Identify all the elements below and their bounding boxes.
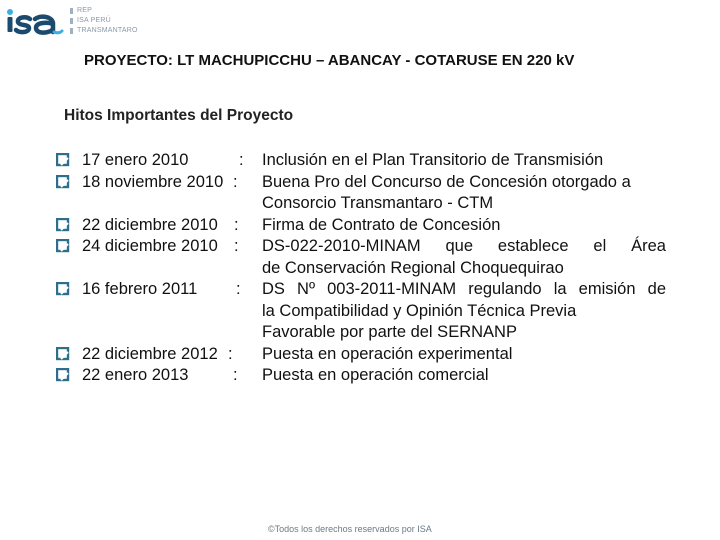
milestone-description: Puesta en operación comercial (262, 366, 489, 384)
milestone-description: Buena Pro del Concurso de Concesión otorgado a Consorcio Transmantaro - CTM (262, 172, 631, 212)
checkbox-bullet-icon (56, 218, 70, 232)
milestone-colon: : (236, 280, 241, 298)
milestone-colon: : (239, 151, 244, 169)
milestone-date: 24 diciembre 2010 (82, 237, 218, 255)
checkbox-bullet-icon (56, 368, 70, 382)
section-subtitle: Hitos Importantes del Proyecto (64, 107, 294, 124)
checkbox-bullet-icon (56, 175, 70, 189)
checkbox-bullet-icon (56, 347, 70, 361)
checkbox-bullet-icon (56, 153, 70, 167)
checkbox-bullet-icon (56, 282, 70, 296)
milestone-description: Firma de Contrato de Concesión (262, 215, 501, 234)
milestone-description: DS-022-2010-MINAM que establece el Área de Conservación Regional Choquequirao (262, 237, 666, 277)
brand-rep: REP (70, 6, 138, 16)
milestone-date: 22 diciembre 2012 (82, 344, 218, 363)
milestone-date: 22 enero 2013 (82, 366, 189, 384)
milestone-colon: : (234, 215, 239, 234)
milestone-date: 18 noviembre 2010 (82, 172, 224, 191)
milestone-colon: : (233, 366, 238, 384)
brand-isa-peru: ISA PERÚ (70, 16, 138, 26)
isa-logo (4, 6, 64, 36)
milestone-date: 17 enero 2010 (82, 151, 189, 169)
brand-transmantaro: TRANSMANTARO (70, 26, 138, 36)
page-title: PROYECTO: LT MACHUPICCHU – ABANCAY - COTARUSE EN 220 kV (84, 52, 575, 69)
milestone-date: 22 diciembre 2010 (82, 215, 218, 234)
brand-list (70, 6, 138, 36)
copyright-footer: ©Todos los derechos reservados por ISA (268, 524, 432, 534)
milestone-colon: : (228, 344, 233, 363)
milestone-description: DS Nº 003-2011-MINAM regulando la emisión de la Compatibilidad y Opinión Técnica Previa Favorable por parte del SERNANP (262, 280, 666, 341)
milestone-colon: : (233, 172, 238, 191)
milestone-colon: : (234, 237, 239, 255)
milestone-description: Inclusión en el Plan Transitorio de Transmisión (262, 151, 604, 169)
milestone-description: Puesta en operación experimental (262, 344, 513, 363)
milestone-date: 16 febrero 2011 (82, 280, 198, 298)
checkbox-bullet-icon (56, 239, 70, 253)
